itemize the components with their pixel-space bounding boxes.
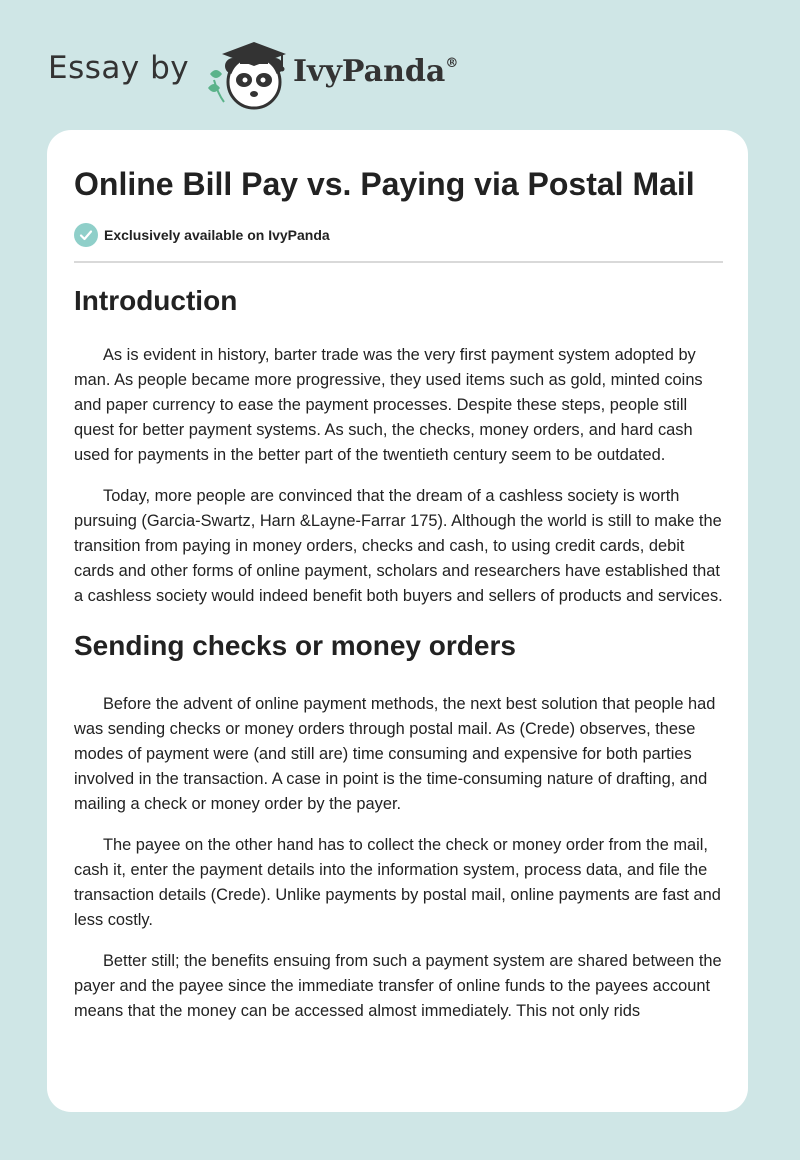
essay-card xyxy=(47,130,748,1112)
essay-title: Online Bill Pay vs. Paying via Postal Mail xyxy=(74,166,695,202)
brand-name[interactable]: IvyPanda® xyxy=(293,54,459,89)
paragraph: The payee on the other hand has to collect the check or money order from the mail, cash it, enter the payment details into the information system, process data, and file the transaction details (Crede). Unlike payments by postal mail, online payments are fast and less costly. xyxy=(74,836,721,929)
paragraph: Today, more people are convinced that the dream of a cashless society is worth pursuing (Garcia-Swartz, Harn &Layne-Farrar 175). Although the world is still to make the transition from paying in money orders, checks and cash, to using credit cards, debit cards and other forms of online payment, scholars and researchers have established that a cashless society would indeed benefit both buyers and sellers of products and services. xyxy=(74,487,723,605)
section-heading-introduction: Introduction xyxy=(74,285,238,316)
essay-body xyxy=(74,282,726,1024)
essay-by-label: Essay by xyxy=(48,50,190,86)
paragraph: As is evident in history, barter trade was the very first payment system adopted by man. As people became more progressive, they used items such as gold, minted coins and paper currency to ease the payment processes. Despite these steps, people still quest for better payment systems. As such, the checks, money orders, and hard cash used for payments in the better part of the twentieth century seem to be outdated. xyxy=(74,346,703,464)
section-heading-sending-checks: Sending checks or money orders xyxy=(74,630,516,661)
exclusive-badge-label: Exclusively available on IvyPanda xyxy=(104,227,330,243)
check-circle-icon xyxy=(74,223,98,247)
ivypanda-logo-icon[interactable] xyxy=(200,36,300,112)
paragraph: Before the advent of online payment methods, the next best solution that people had was sending checks or money orders through postal mail. As (Crede) observes, these modes of payment were (and still are) time consuming and expensive for both parties involved in the transaction. A case in point is the time-consuming nature of drafting, and mailing a check or money order by the payer. xyxy=(74,695,716,813)
paragraph: Better still; the benefits ensuing from such a payment system are shared between the payer and the payee since the immediate transfer of online funds to the payees account means that the money can be accessed almost immediately. This not only rids xyxy=(74,952,722,1020)
title-divider xyxy=(74,261,723,263)
exclusive-badge xyxy=(74,222,330,248)
site-header xyxy=(48,36,748,116)
